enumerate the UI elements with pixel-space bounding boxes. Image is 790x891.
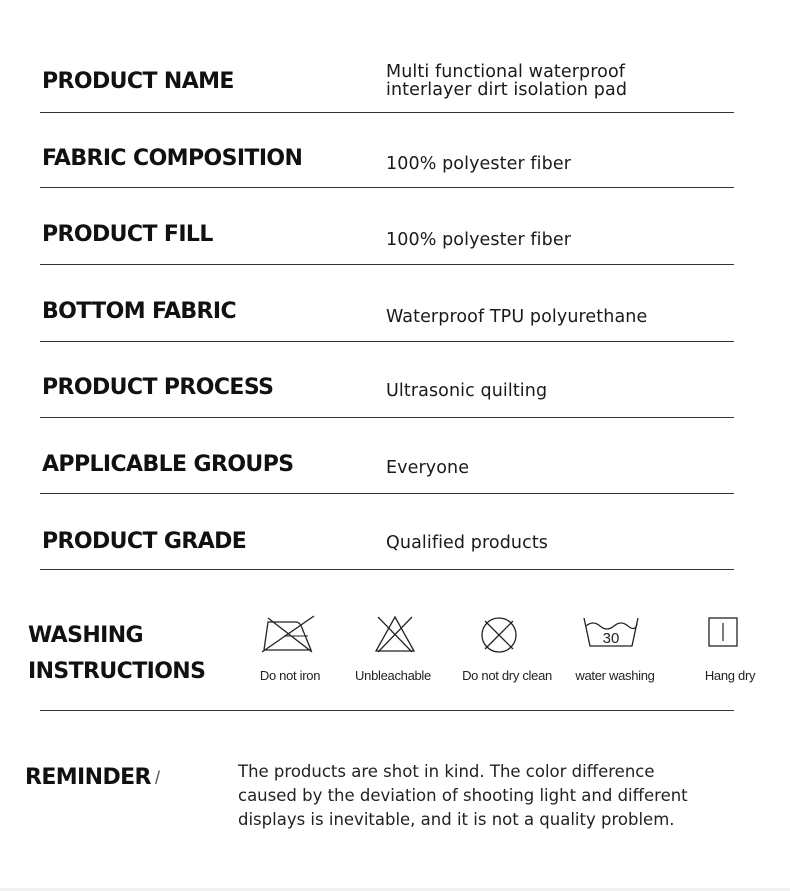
icon-caption: Do not iron [259,668,321,683]
spec-row-product-process [40,341,734,418]
reminder-text [238,760,758,832]
do-not-dry-clean-icon [478,614,520,656]
spec-value-line: 100% polyester fiber [386,230,571,250]
spec-value-line: 100% polyester fiber [386,154,571,174]
spec-row-product-fill [40,187,734,265]
washing-title-line: INSTRUCTIONS [28,659,206,684]
reminder-slash: / [155,768,161,788]
spec-row-product-grade [40,493,734,570]
reminder-title: REMINDER [25,765,151,790]
spec-label: PRODUCT GRADE [42,529,247,554]
spec-row-product-name [40,55,734,113]
do-not-iron-icon [260,614,316,654]
do-not-bleach-icon [373,614,417,654]
spec-label: BOTTOM FABRIC [42,299,237,324]
spec-row-bottom-fabric [40,264,734,342]
spec-label: FABRIC COMPOSITION [42,146,303,171]
spec-value-line: interlayer dirt isolation pad [386,80,628,100]
spec-row-applicable-groups [40,417,734,494]
spec-label: PRODUCT PROCESS [42,375,274,400]
icon-caption: Hang dry [704,668,756,683]
washing-title-line: WASHING [28,623,144,648]
spec-value-line: Multi functional waterproof [386,62,626,82]
icon-caption: Unbleachable [355,668,431,683]
spec-value-line: Qualified products [386,533,549,553]
spec-value-line: Waterproof TPU polyurethane [386,307,648,327]
icon-caption: Do not dry clean [462,668,552,683]
spec-row-fabric-composition [40,112,734,188]
wash-30-icon [581,614,641,650]
spec-value-line: Ultrasonic quilting [386,381,548,401]
spec-label: APPLICABLE GROUPS [42,452,294,477]
spec-value-line: Everyone [386,458,470,478]
spec-label: PRODUCT FILL [42,222,213,247]
reminder-line: caused by the deviation of shooting light and different [238,786,688,805]
icon-caption: water washing [575,668,655,683]
spec-label: PRODUCT NAME [42,69,234,94]
reminder-line: displays is inevitable, and it is not a quality problem. [238,810,675,829]
wash-temperature: 30 [602,630,620,647]
washing-divider [40,700,734,711]
reminder-line: The products are shot in kind. The color difference [238,762,655,781]
hang-dry-icon [708,617,740,649]
washing-instructions-title [28,618,205,690]
